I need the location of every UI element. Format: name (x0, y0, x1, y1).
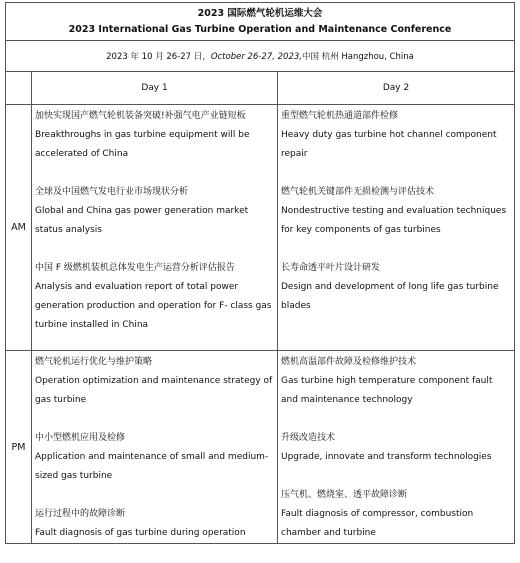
day2-header: Day 2 (278, 72, 515, 105)
topic-en: Design and development of long life gas turbine blades (281, 282, 499, 311)
date-cell (6, 41, 515, 72)
agenda-item (281, 486, 512, 543)
topic-en: Upgrade, innovate and transform technologies (281, 452, 492, 462)
title-cell (6, 3, 515, 41)
topic-zh: 燃机高温部件故障及检修维护技术 (281, 357, 417, 367)
date-prefix: 2023 年 10 月 26-27 日， (106, 52, 211, 62)
am-row (6, 105, 515, 351)
agenda-item (281, 353, 512, 410)
agenda-item (281, 183, 512, 240)
agenda-item (281, 429, 512, 467)
agenda-item (35, 107, 275, 164)
am-day1-cell (32, 105, 278, 351)
title-row (6, 3, 515, 41)
topic-zh: 压气机、燃烧室、透平故障诊断 (281, 490, 408, 500)
topic-en: Nondestructive testing and evaluation techniques for key components of gas turbines (281, 206, 507, 235)
topic-zh: 升级改造技术 (281, 433, 336, 443)
agenda-item (281, 107, 512, 164)
agenda-item (35, 505, 275, 543)
topic-en: Fault diagnosis of compressor, combustion chamber and turbine (281, 509, 474, 538)
topic-zh: 燃气轮机关键部件无损检测与评估技术 (281, 187, 435, 197)
agenda-item (281, 259, 512, 316)
topic-zh: 运行过程中的故障诊断 (35, 509, 126, 519)
agenda-item (35, 183, 275, 240)
am-day2-cell (278, 105, 515, 351)
topic-en: Gas turbine high temperature component fault and maintenance technology (281, 376, 493, 405)
day-header-row (6, 72, 515, 105)
topic-en: Fault diagnosis of gas turbine during operation (35, 528, 246, 538)
topic-zh: 全球及中国燃气发电行业市场现状分析 (35, 187, 189, 197)
agenda-item (35, 429, 275, 486)
title-zh: 2023 国际燃气轮机运维大会 (197, 8, 323, 19)
topic-en: Global and China gas power generation market status analysis (35, 206, 249, 235)
title-en: 2023 International Gas Turbine Operation and Maintenance Conference (68, 24, 452, 35)
topic-en: Operation optimization and maintenance strategy of gas turbine (35, 376, 273, 405)
date-suffix: 中国 杭州 Hangzhou, China (301, 52, 414, 62)
topic-zh: 加快实现国产燃气轮机装备突破!补强气电产业链短板 (35, 111, 246, 121)
topic-zh: 重型燃气轮机热通道部件检修 (281, 111, 399, 121)
topic-en: Application and maintenance of small and medium-sized gas turbine (35, 452, 269, 481)
pm-label: PM (6, 351, 32, 544)
pm-row (6, 351, 515, 544)
day1-header: Day 1 (32, 72, 278, 105)
date-italic: October 26-27, 2023, (210, 52, 302, 62)
pm-day1-cell (32, 351, 278, 544)
topic-en: Analysis and evaluation report of total power generation production and operation for F- class gas turbine installed in China (35, 282, 272, 330)
agenda-item (35, 259, 275, 335)
topic-en: Breakthroughs in gas turbine equipment will be accelerated of China (35, 130, 250, 159)
agenda-table (5, 2, 515, 544)
topic-zh: 燃气轮机运行优化与维护策略 (35, 357, 153, 367)
am-label: AM (6, 105, 32, 351)
agenda-item (35, 353, 275, 410)
pm-day2-cell (278, 351, 515, 544)
topic-zh: 中小型燃机应用及检修 (35, 433, 126, 443)
date-row (6, 41, 515, 72)
topic-zh: 长寿命透平叶片设计研发 (281, 263, 381, 273)
topic-zh: 中国 F 级燃机装机总体发电生产运营分析评估报告 (35, 263, 235, 273)
corner-cell (6, 72, 32, 105)
topic-en: Heavy duty gas turbine hot channel component repair (281, 130, 497, 159)
